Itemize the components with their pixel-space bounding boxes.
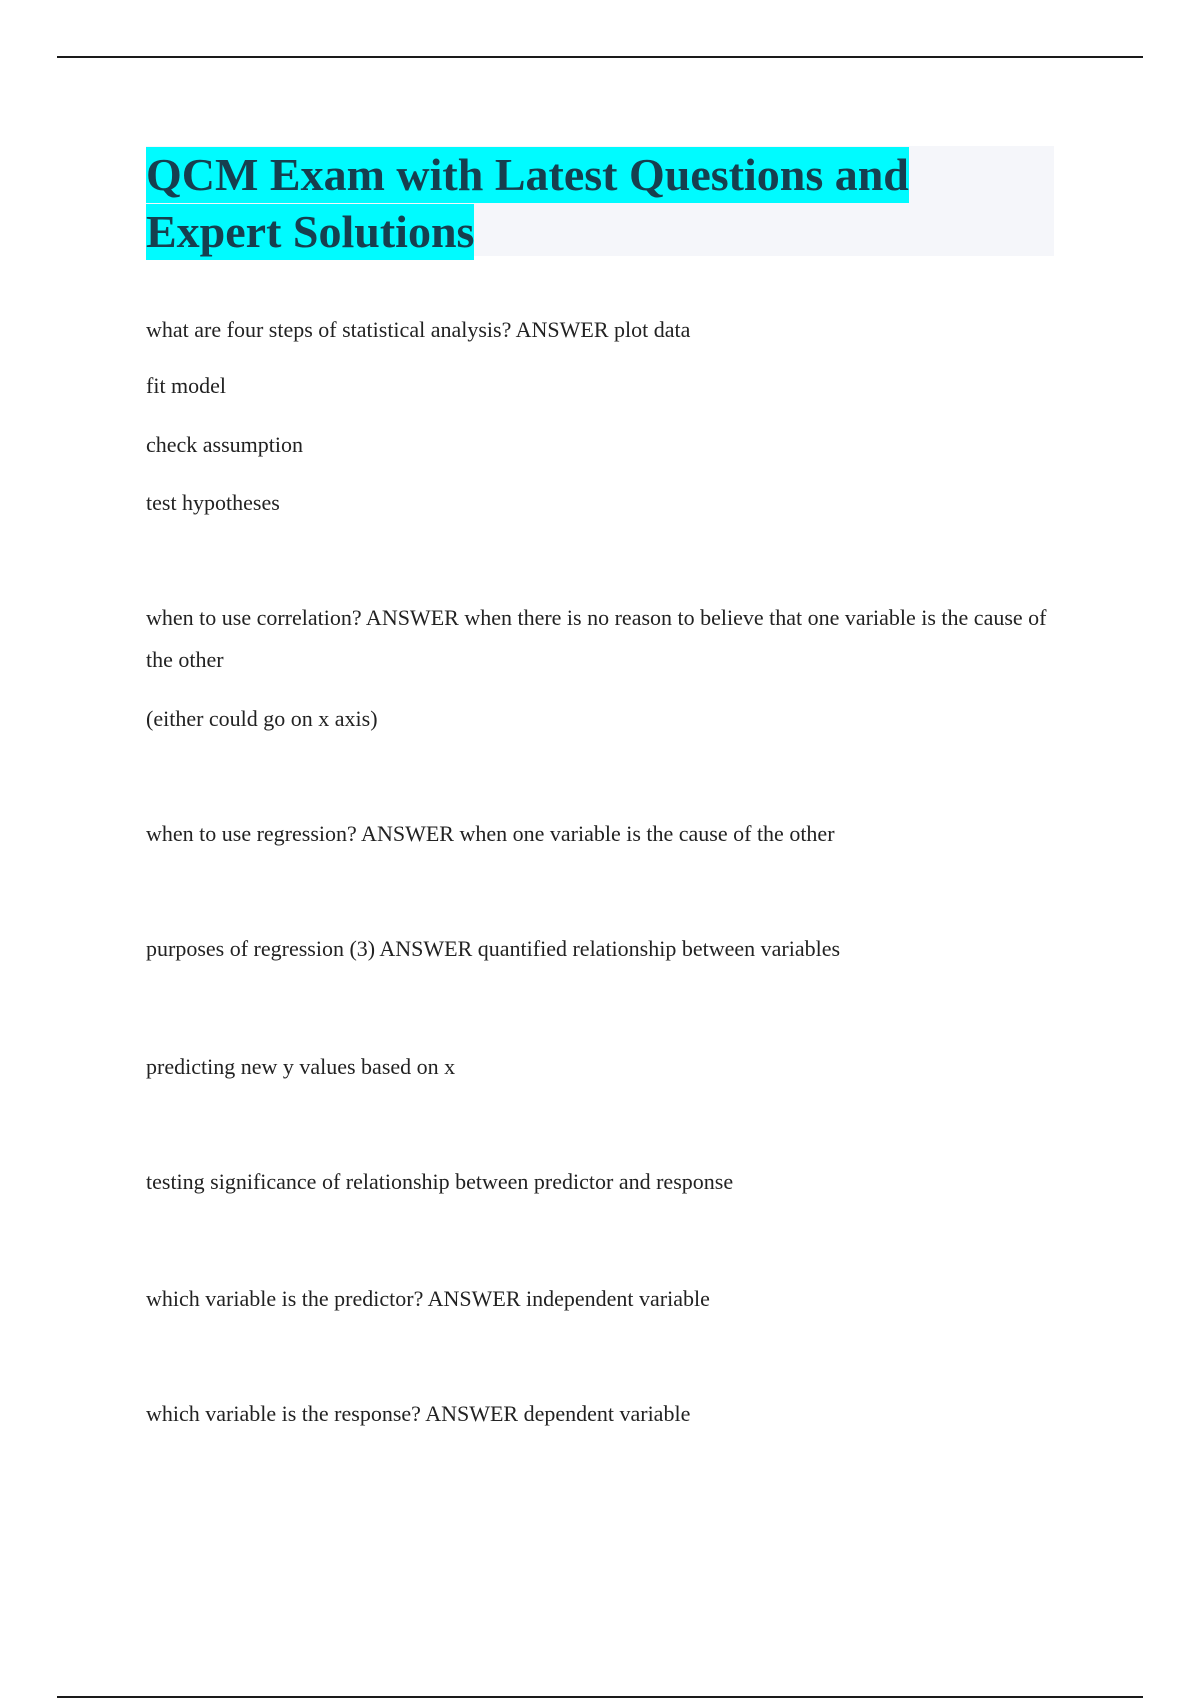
purpose-testing-significance: testing significance of relationship between predictor and response <box>146 1169 734 1194</box>
purpose-predicting: predicting new y values based on x <box>146 1054 456 1079</box>
correlation-note: (either could go on x axis) <box>146 706 378 731</box>
step-fit-model: fit model <box>146 373 227 398</box>
question-regression: when to use regression? ANSWER when one variable is the cause of the other <box>146 821 835 846</box>
top-rule <box>57 56 1143 58</box>
question-response: which variable is the response? ANSWER dependent variable <box>146 1401 691 1426</box>
step-check-assumption: check assumption <box>146 432 304 457</box>
document-title <box>146 146 1054 260</box>
title-box <box>146 146 1054 256</box>
question-purposes-regression: purposes of regression (3) ANSWER quantified relationship between variables <box>146 936 841 961</box>
question-predictor: which variable is the predictor? ANSWER independent variable <box>146 1286 710 1311</box>
step-test-hypotheses: test hypotheses <box>146 490 280 515</box>
question-correlation: when to use correlation? ANSWER when there is no reason to believe that one variable is the cause of the other <box>146 605 1047 672</box>
document-title-text: QCM Exam with Latest Questions and Expert Solutions <box>146 147 909 260</box>
question-four-steps: what are four steps of statistical analysis? ANSWER plot data <box>146 317 691 342</box>
bottom-rule <box>57 1696 1143 1698</box>
